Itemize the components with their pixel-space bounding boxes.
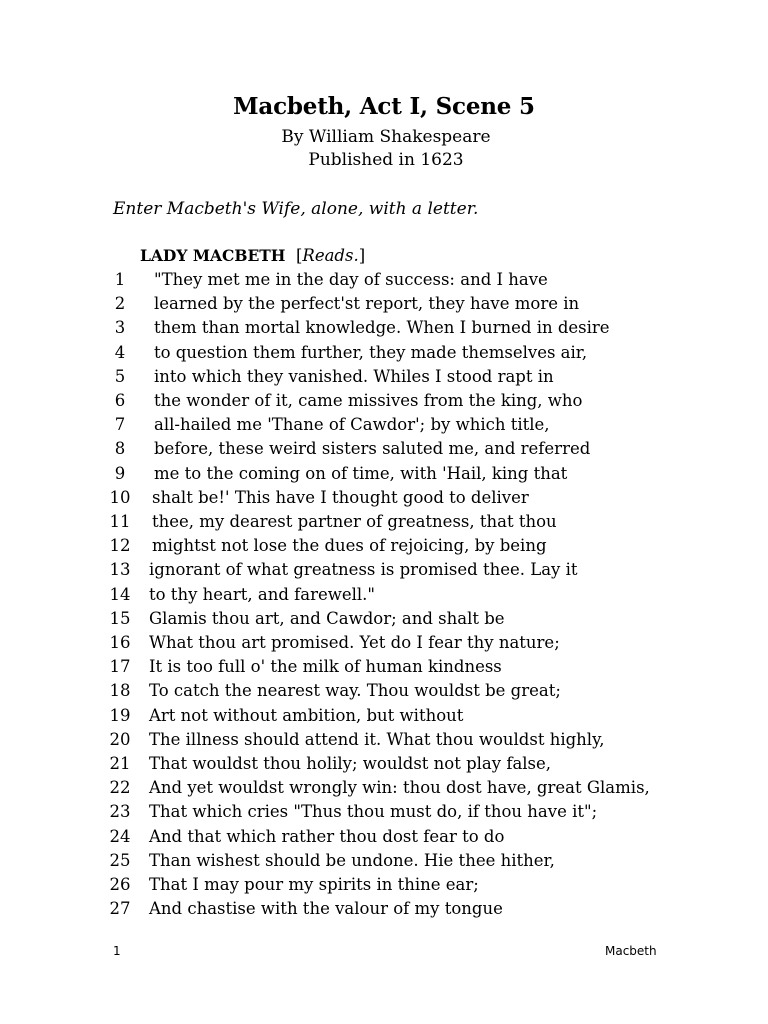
verse-line xyxy=(0,536,768,560)
line-number: 22 xyxy=(109,778,131,798)
stage-direction: Enter Macbeth's Wife, alone, with a letter. xyxy=(113,199,479,219)
line-number: 6 xyxy=(114,391,126,410)
line-number: 9 xyxy=(114,463,126,483)
line-text: shalt be!' This have I thought good to deliver xyxy=(152,487,529,507)
verse-line xyxy=(0,560,768,584)
line-number: 4 xyxy=(114,342,126,362)
verse-line xyxy=(0,681,768,705)
verse-line xyxy=(0,899,768,923)
line-text: learned by the perfect'st report, they have more in xyxy=(154,294,580,314)
line-text: me to the coming on of time, with 'Hail, king that xyxy=(154,463,568,483)
line-number: 14 xyxy=(109,584,131,604)
footer-running-title: Macbeth xyxy=(605,944,657,958)
line-number: 3 xyxy=(114,318,126,338)
verse-line xyxy=(0,706,768,730)
line-text: thee, my dearest partner of greatness, that thou xyxy=(152,512,557,531)
line-number: 20 xyxy=(109,729,131,749)
line-text: before, these weird sisters saluted me, and referred xyxy=(154,439,591,459)
line-number: 1 xyxy=(114,270,126,289)
verse-line xyxy=(0,270,768,294)
verse-line xyxy=(0,778,768,802)
line-text: Glamis thou art, and Cawdor; and shalt be xyxy=(149,608,505,628)
line-text: That wouldst thou holily; wouldst not play false, xyxy=(149,754,552,773)
verse-line xyxy=(0,318,768,342)
verse-line xyxy=(0,343,768,367)
speaker-direction-open: [ xyxy=(295,246,303,265)
verse-line xyxy=(0,875,768,899)
line-text: Than wishest should be undone. Hie thee hither, xyxy=(149,850,555,870)
line-text: to question them further, they made themselves air, xyxy=(154,342,588,362)
line-number: 16 xyxy=(109,633,131,652)
line-number: 8 xyxy=(114,439,126,459)
speaker-name: LADY MACBETH xyxy=(140,246,286,265)
verse-line xyxy=(0,851,768,875)
line-number: 5 xyxy=(114,366,126,386)
speaker-heading xyxy=(140,246,365,265)
verse-line xyxy=(0,730,768,754)
line-number: 26 xyxy=(109,875,131,894)
line-text: "They met me in the day of success: and I have xyxy=(154,270,548,289)
verse-line xyxy=(0,439,768,463)
line-text: Art not without ambition, but without xyxy=(149,705,464,725)
line-text: them than mortal knowledge. When I burned in desire xyxy=(154,318,610,338)
line-number: 17 xyxy=(109,657,131,677)
verse-line xyxy=(0,827,768,851)
line-number: 24 xyxy=(109,826,131,846)
verse-line xyxy=(0,294,768,318)
line-number: 2 xyxy=(114,294,126,314)
verse-line xyxy=(0,754,768,778)
page-title: Macbeth, Act I, Scene 5 xyxy=(233,93,535,120)
line-text: That which cries "Thus thou must do, if thou have it"; xyxy=(149,802,598,822)
line-number: 19 xyxy=(109,705,131,725)
line-number: 10 xyxy=(109,487,131,507)
line-number: 11 xyxy=(109,512,131,531)
publication-line: Published in 1623 xyxy=(308,150,464,170)
line-number: 25 xyxy=(109,850,131,870)
line-number: 27 xyxy=(109,899,131,919)
footer-page-number: 1 xyxy=(113,944,121,958)
line-text: And yet wouldst wrongly win: thou dost have, great Glamis, xyxy=(149,778,650,798)
line-text: To catch the nearest way. Thou wouldst be great; xyxy=(149,681,561,701)
line-text: into which they vanished. Whiles I stood rapt in xyxy=(154,366,554,386)
verse-line xyxy=(0,464,768,488)
line-text: ignorant of what greatness is promised thee. Lay it xyxy=(149,560,578,580)
verse-line xyxy=(0,367,768,391)
verse-line xyxy=(0,512,768,536)
line-number: 7 xyxy=(114,415,126,435)
line-text: And chastise with the valour of my tongue xyxy=(149,899,503,919)
line-text: What thou art promised. Yet do I fear thy nature; xyxy=(149,633,560,652)
speaker-direction: Reads. xyxy=(302,246,359,265)
line-text: The illness should attend it. What thou wouldst highly, xyxy=(149,729,605,749)
line-number: 21 xyxy=(109,754,131,773)
line-number: 23 xyxy=(109,802,131,822)
line-text: That I may pour my spirits in thine ear; xyxy=(149,875,479,894)
verse-line xyxy=(0,585,768,609)
line-number: 13 xyxy=(109,560,131,580)
verse-line xyxy=(0,391,768,415)
verse-line xyxy=(0,657,768,681)
line-number: 12 xyxy=(109,536,131,556)
verse-line xyxy=(0,415,768,439)
line-text: And that which rather thou dost fear to do xyxy=(149,826,505,846)
line-text: It is too full o' the milk of human kindness xyxy=(149,657,502,677)
verse-line xyxy=(0,609,768,633)
line-text: all-hailed me 'Thane of Cawdor'; by which title, xyxy=(154,415,550,435)
line-text: the wonder of it, came missives from the king, who xyxy=(154,391,583,410)
verse-line xyxy=(0,633,768,657)
line-number: 15 xyxy=(109,608,131,628)
verse-line xyxy=(0,488,768,512)
line-number: 18 xyxy=(109,681,131,701)
line-text: to thy heart, and farewell." xyxy=(149,584,376,604)
speaker-direction-close: ] xyxy=(358,246,366,265)
verse-line xyxy=(0,802,768,826)
author-line: By William Shakespeare xyxy=(281,127,491,147)
line-text: mightst not lose the dues of rejoicing, by being xyxy=(152,536,547,556)
